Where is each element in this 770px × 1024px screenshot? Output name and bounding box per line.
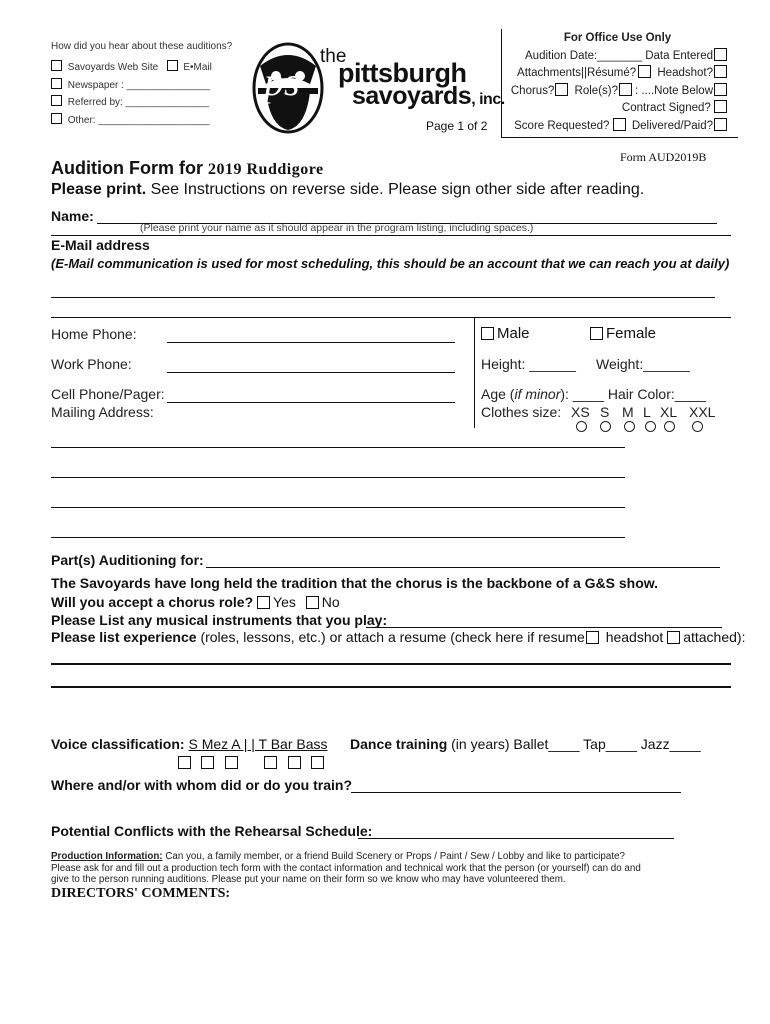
voice-label: Voice classification: [51,736,185,752]
mailing-label: Mailing Address: [51,404,154,420]
newspaper-checkbox[interactable] [51,78,62,89]
logo-inc: , inc. [471,91,505,108]
form-title [51,158,324,179]
parts-label: Part(s) Auditioning for: [51,552,204,568]
title-show: 2019 Ruddigore [208,161,324,178]
title-prefix: Audition Form for [51,158,203,178]
name-label: Name: [51,208,94,224]
headshot-attached-checkbox[interactable] [667,631,680,644]
logo-pittsburgh: pittsburgh [338,58,467,88]
voice-checkboxes [178,754,327,772]
logo-the: the [320,46,347,67]
contact-top-divider [51,317,731,318]
age-em: if minor [514,386,561,402]
score-checkbox[interactable] [613,118,626,131]
train-field[interactable] [351,792,681,793]
size-xxl: XXL [689,404,716,420]
chorus-no-checkbox[interactable] [306,596,319,609]
work-phone-label: Work Phone: [51,356,132,372]
work-phone-field[interactable] [167,372,455,373]
male-checkbox[interactable] [481,327,494,340]
referred-label: Referred by: _______________ [67,97,210,108]
cell-phone-label: Cell Phone/Pager: [51,386,165,402]
email-label: E•Mail [183,62,212,73]
conflicts-label: Potential Conflicts with the Rehearsal Schedule: [51,823,373,839]
size-l-radio[interactable] [645,421,656,432]
yes-label: Yes [273,594,296,610]
name-hint: (Please print your name as it should appear in the program listing, including spaces.) [140,222,534,234]
size-xs: XS [571,404,590,420]
age-hair-field[interactable] [481,386,706,402]
size-xxl-radio[interactable] [692,421,703,432]
email-label: E-Mail address [51,237,150,253]
hear-options [51,59,212,129]
prod-line3: give to the person running auditions. Please put your name on their form so we know who may have volunteered them. [51,874,566,885]
form-id: Form AUD2019B [620,150,707,164]
size-s: S [600,404,610,420]
voice-bar-checkbox[interactable] [288,756,301,769]
address-line-1[interactable] [51,447,625,448]
prod-label: Production Information: [51,851,163,862]
please-print: Please print. [51,181,147,198]
voice-types: S Mez A | | T Bar Bass [188,736,328,752]
cell-phone-field[interactable] [167,402,455,403]
note-below-checkbox[interactable] [714,83,727,96]
chorus-q-text: Will you accept a chorus role? [51,594,254,610]
print-instructions [51,181,644,199]
web-label: Savoyards Web Site [67,62,159,73]
office-line2: Attachments||Résumé? [517,67,637,79]
other-checkbox[interactable] [51,113,62,124]
page-label: Page 1 of 2 [426,119,488,133]
experience-bold: Please list experience [51,629,197,645]
newspaper-label: Newspaper : _______________ [67,79,211,91]
dance-note: (in years) Ballet____ Tap____ Jazz____ [451,736,701,752]
office-line2b: Headshot? [657,67,713,79]
office-use-panel [505,30,730,135]
roles-office-checkbox[interactable] [619,83,632,96]
office-line4: Contract Signed? [621,102,711,114]
age-pre: Age ( [481,386,515,402]
address-line-2[interactable] [51,477,625,478]
voice-bass-checkbox[interactable] [311,756,324,769]
hear-question: How did you hear about these auditions? [51,41,233,52]
size-xs-radio[interactable] [576,421,587,432]
clothes-label: Clothes size: [481,404,562,420]
size-s-radio[interactable] [600,421,611,432]
instructions-text: See Instructions on reverse side. Please sign other side after reading. [150,181,645,198]
referred-checkbox[interactable] [51,95,62,106]
home-phone-field[interactable] [167,342,455,343]
contract-checkbox[interactable] [714,100,727,113]
contact-divider [474,318,475,428]
office-title: For Office Use Only [563,32,672,44]
attached-label: attached): [683,629,746,645]
logo-savoyards-text: savoyards [352,82,472,110]
address-line-4[interactable] [51,537,625,538]
production-info [51,851,741,886]
office-line5b: Delivered/Paid? [631,119,713,132]
voice-mez-checkbox[interactable] [201,756,214,769]
logo-savoyards [352,82,505,111]
logo-monogram: ps [264,59,300,104]
instruments-label: Please List any musical instruments that you play: [51,612,388,628]
office-line5: Score Requested? [514,119,610,132]
size-l: L [643,404,651,420]
voice-line [51,736,328,752]
size-m: M [622,404,634,420]
size-xl: XL [660,404,678,420]
tradition-text: The Savoyards have long held the tradition that the chorus is the backbone of a G&S show. [51,575,659,591]
prod-line1: Can you, a family member, or a friend Build Scenery or Props / Paint / Sew / Lobby and like to participate? [165,851,625,862]
size-m-radio[interactable] [624,421,635,432]
email-checkbox[interactable] [167,60,178,71]
office-line3: Chorus? [510,84,555,97]
resume-checkbox[interactable] [638,65,651,78]
experience-line [51,629,745,645]
headshot-label: headshot [605,629,664,645]
office-line1: Audition Date:_______ Data Entered [525,49,713,62]
data-entered-checkbox[interactable] [714,48,727,61]
prod-line2: Please ask for and fill out a production tech form with the contact information and technical work that the person (or yourself) can do and [51,862,641,874]
address-line-3[interactable] [51,507,625,508]
gender-row [481,325,530,342]
voice-a-checkbox[interactable] [225,756,238,769]
female-row [590,325,656,342]
female-label: Female [606,325,657,342]
size-xl-radio[interactable] [664,421,675,432]
weight-field[interactable]: Weight:______ [596,356,690,372]
experience-line-1[interactable] [51,663,731,665]
conflicts-field[interactable] [358,838,674,839]
web-checkbox[interactable] [51,60,62,71]
name-divider [51,235,731,236]
female-checkbox[interactable] [590,327,603,340]
resume-attached-checkbox[interactable] [586,631,599,644]
headshot-office-checkbox[interactable] [714,65,727,78]
home-phone-label: Home Phone: [51,326,137,342]
male-label: Male [497,325,530,342]
chorus-office-checkbox[interactable] [555,83,568,96]
train-question: Where and/or with whom did or do you train? [51,777,352,793]
chorus-question [51,594,340,610]
experience-line-2[interactable] [51,686,731,688]
height-field[interactable]: Height: ______ [481,356,576,372]
email-note: (E-Mail communication is used for most scheduling, this should be an account that we can reach you at daily) [51,256,730,271]
directors-comments: DIRECTORS' COMMENTS: [51,886,231,901]
office-line3b: Role(s)? [574,84,619,97]
other-label: Other: ____________________ [67,114,210,126]
voice-t-checkbox[interactable] [264,756,277,769]
age-post: ): ____ Hair Color:____ [560,386,706,402]
no-label: No [321,594,340,610]
experience-note: (roles, lessons, etc.) or attach a resume (check here if resume [200,629,585,645]
instruments-field[interactable] [366,627,722,628]
paid-checkbox[interactable] [714,118,727,131]
office-line3c: : ....Note Below [635,84,713,97]
dance-line [350,736,701,752]
chorus-yes-checkbox[interactable] [257,596,270,609]
parts-field[interactable] [206,567,720,568]
voice-s-checkbox[interactable] [178,756,191,769]
dance-label: Dance training [350,736,448,752]
email-field[interactable] [51,297,715,298]
